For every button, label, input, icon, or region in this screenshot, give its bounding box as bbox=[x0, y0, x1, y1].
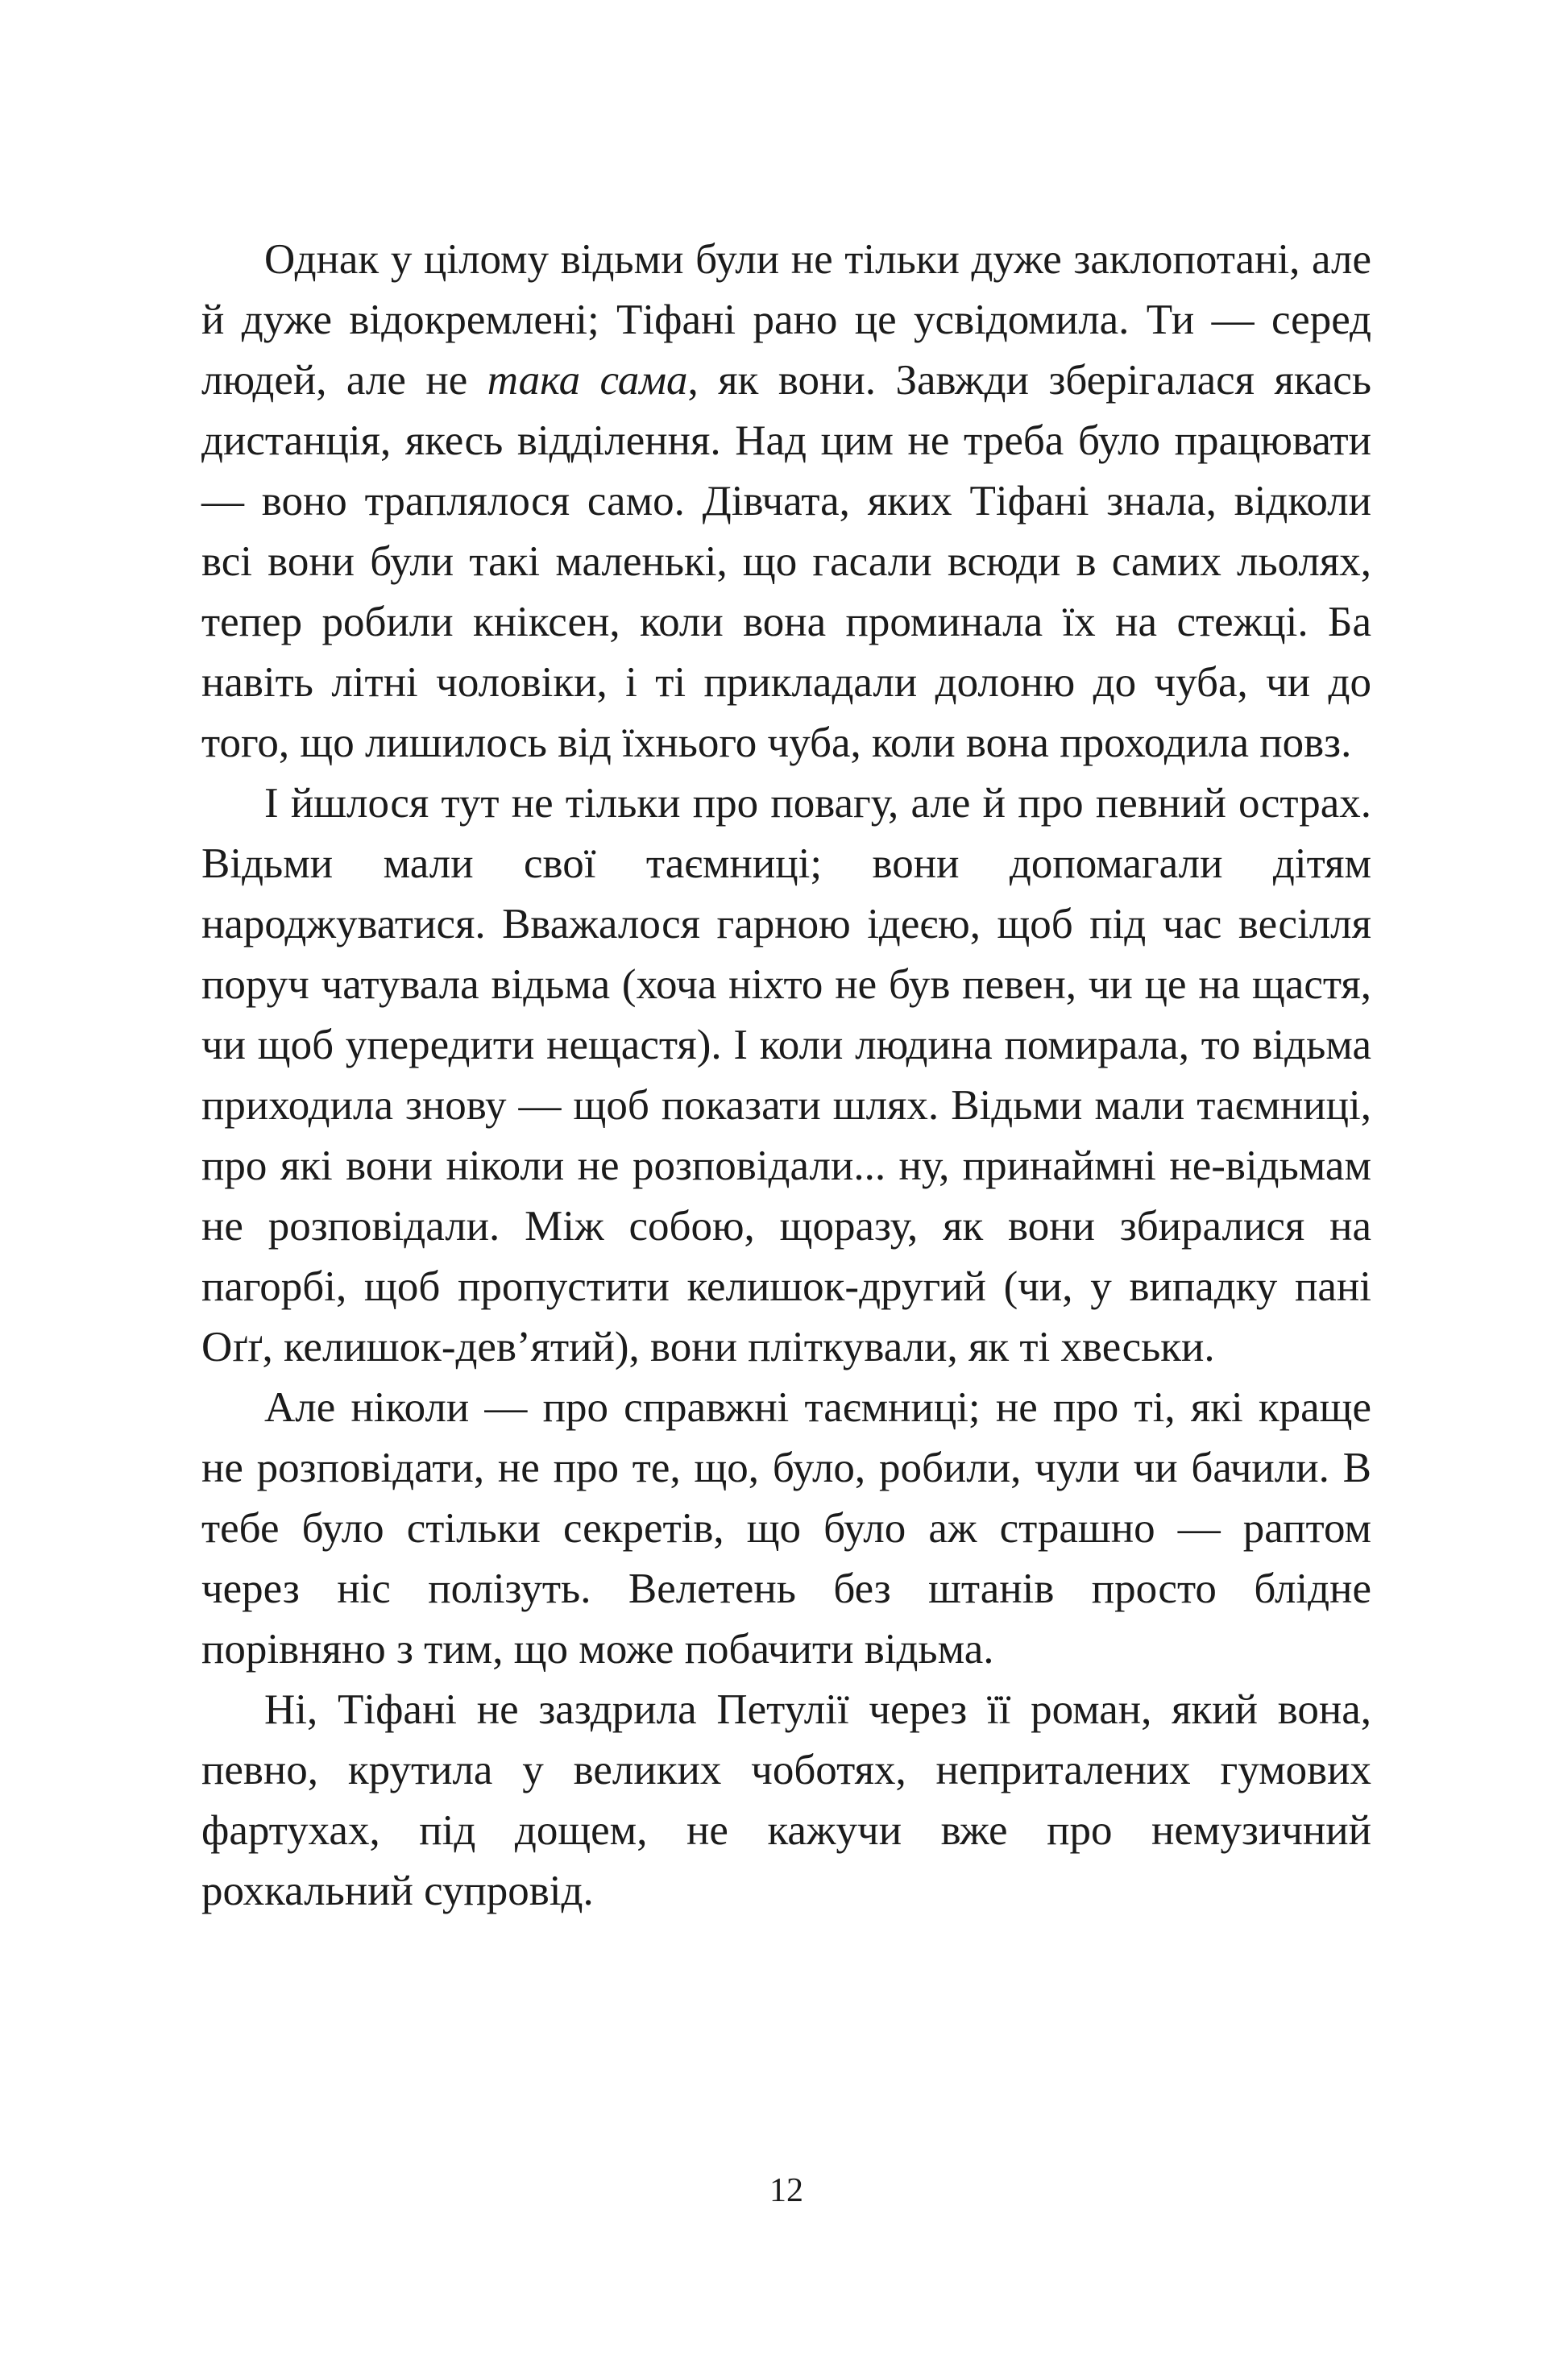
paragraph-1-italic-phrase: така сама bbox=[487, 357, 688, 404]
page-number: 12 bbox=[769, 2172, 803, 2209]
page-footer bbox=[201, 2174, 1371, 2208]
paragraph-3: Але ніколи — про справжні таємниці; не про ті, які краще не розповідати, не про те, що, було, робили, чули чи бачили. В тебе було стільки секретів, що було аж страшно — раптом через ніс полізуть. Велетень без штанів просто блідне порівняно з тим, що може побачити відьма. bbox=[201, 1384, 1371, 1673]
paragraph-1 bbox=[201, 230, 1371, 773]
paragraph-1-text-start: Однак у цілому відьми були не тільки дуже заклопотані, але й дуже відокремлені; Тіфані рано це усвідомила. Ти — серед людей, але не bbox=[201, 236, 1371, 404]
paragraph-1-text-end: , як вони. Завжди зберігалася якась дистанція, якесь відділення. Над цим не треба було працювати — воно траплялося само. Дівчата, яких Тіфані знала, відколи всі вони були такі маленькі, що гасали всюди в самих льолях, тепер робили кніксен, коли вона проминала їх на стежці. Ба навіть літні чоловіки, і ті прикладали долоню до чуба, чи до того, що лишилось від їхнього чуба, коли вона проходила повз. bbox=[201, 357, 1372, 766]
paragraph-2: І йшлося тут не тільки про повагу, але й про певний острах. Відьми мали свої таємниці; вони допомагали дітям народжуватися. Вважалося гарною ідеєю, щоб під час весілля поруч чатувала відьма (хоча ніхто не був певен, чи це на щастя, чи щоб упередити нещастя). І коли людина помирала, то відьма приходила знову — щоб показати шлях. Відьми мали таємниці, про які вони ніколи не розповідали... ну, принаймні не-відьмам не розповідали. Між собою, щоразу, як вони збиралися на пагорбі, щоб пропустити келишок-другий (чи, у випадку пані Оґґ, келишок-дев’ятий), вони пліткували, як ті хвеськи. bbox=[201, 780, 1371, 1370]
paragraph-4: Ні, Тіфані не заздрила Петулії через її роман, який вона, певно, крутила у великих чоботях, неприталених гумових фартухах, під дощем, не кажучи вже про немузичний рохкальний супровід. bbox=[201, 1686, 1371, 1914]
page-text bbox=[201, 230, 1371, 1922]
